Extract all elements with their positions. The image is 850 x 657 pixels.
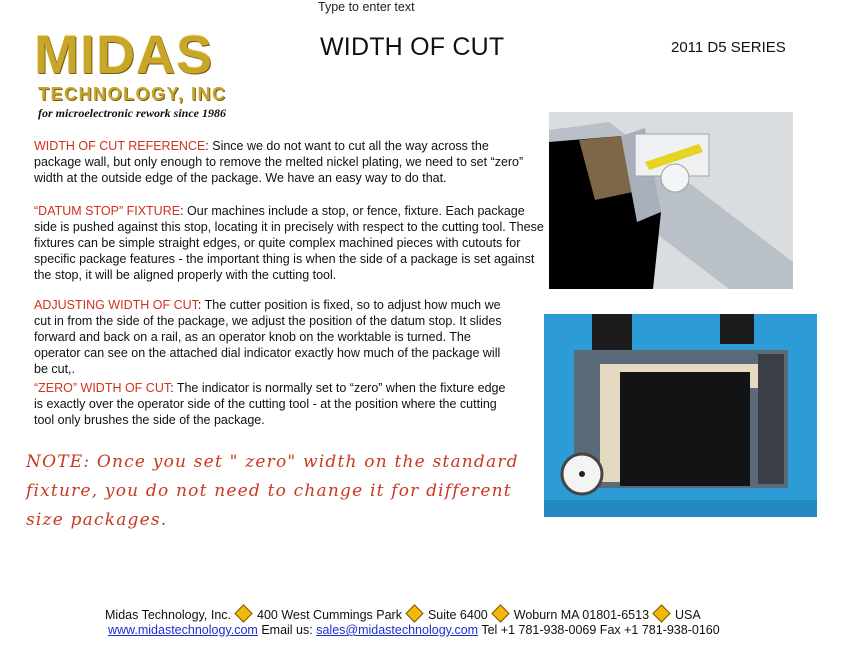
logo-tagline: for microelectronic rework since 1986 (38, 106, 226, 120)
footer-country: USA (675, 608, 701, 622)
diamond-bullet-icon (234, 604, 252, 622)
section-body: : The indicator is normally set to “zero” when the fixture edge is exactly over the operator side of the cutting tool - at the position where the cutting tool only brushes the side of the package. (34, 381, 506, 427)
diamond-bullet-icon (405, 604, 423, 622)
company-logo (34, 25, 270, 120)
diamond-bullet-icon (491, 604, 509, 622)
section-adjusting-width (34, 297, 514, 377)
email-label: Email us: (261, 623, 313, 637)
series-label: 2011 D5 SERIES (671, 39, 786, 56)
section-width-reference (34, 138, 534, 186)
diamond-bullet-icon (652, 604, 670, 622)
section-body: : Our machines include a stop, or fence, fixture. Each package side is pushed against this stop, locating it in precisely with respect to the cutting tool. These fixtures can be simple straight edges, or quite complex machined pieces with cutouts for specific package features - the important thing is when the side of a package is set against the stop, it will be aligned properly with the cutting tool. (34, 204, 544, 282)
footer-contact (108, 623, 720, 637)
section-heading: “DATUM STOP” FIXTURE (34, 204, 181, 218)
footer-street: 400 West Cummings Park (257, 608, 402, 622)
datum-stop-fence-side (600, 364, 620, 482)
section-heading: ADJUSTING WIDTH OF CUT (34, 298, 198, 312)
dial-indicator-center (579, 471, 585, 477)
fixture-render-image (549, 112, 793, 289)
page-title: WIDTH OF CUT (320, 33, 505, 61)
footer-suite: Suite 6400 (427, 608, 488, 622)
section-body: : The cutter position is fixed, so to adjust how much we cut in from the side of the package, we adjust the position of the datum stop. It slides forward and back on a rail, as an operator knob on the worktable is turned. The operator can see on the attached dial indicator exactly how much of the package will be cut,. (34, 298, 502, 376)
footer-company: Midas Technology, Inc. (105, 608, 231, 622)
rail (758, 354, 784, 484)
package-plate (620, 372, 750, 486)
section-heading: WIDTH OF CUT REFERENCE (34, 139, 206, 153)
website-link[interactable]: www.midastechnology.com (108, 623, 258, 637)
text-placeholder[interactable]: Type to enter text (318, 0, 415, 14)
worktable-photo (544, 314, 817, 517)
logo-main-text: MIDAS (34, 25, 213, 85)
section-body: : Since we do not want to cut all the way across the package wall, but only enough to remove the melted nickel plating, we need to set “zero” width at the outside edge of the package. We have an easy way to do that. (34, 139, 524, 185)
cutter-head (592, 314, 632, 354)
logo-sub-text: TECHNOLOGY, INC (38, 84, 227, 104)
cutter-head (720, 314, 754, 344)
footer-phones: Tel +1 781-938-0069 Fax +1 781-938-0160 (481, 623, 720, 637)
cutter-knob (661, 164, 689, 192)
table-edge (544, 500, 817, 517)
footer-city: Woburn MA 01801-6513 (513, 608, 650, 622)
section-datum-stop (34, 203, 544, 283)
email-link[interactable]: sales@midastechnology.com (316, 623, 479, 637)
section-heading: “ZERO” WIDTH OF CUT (34, 381, 171, 395)
section-zero-width (34, 380, 514, 428)
handwritten-note: NOTE: Once you set " zero" width on the standard fixture, you do not need to change it for different size packages. (26, 452, 519, 530)
footer-address (105, 607, 701, 622)
